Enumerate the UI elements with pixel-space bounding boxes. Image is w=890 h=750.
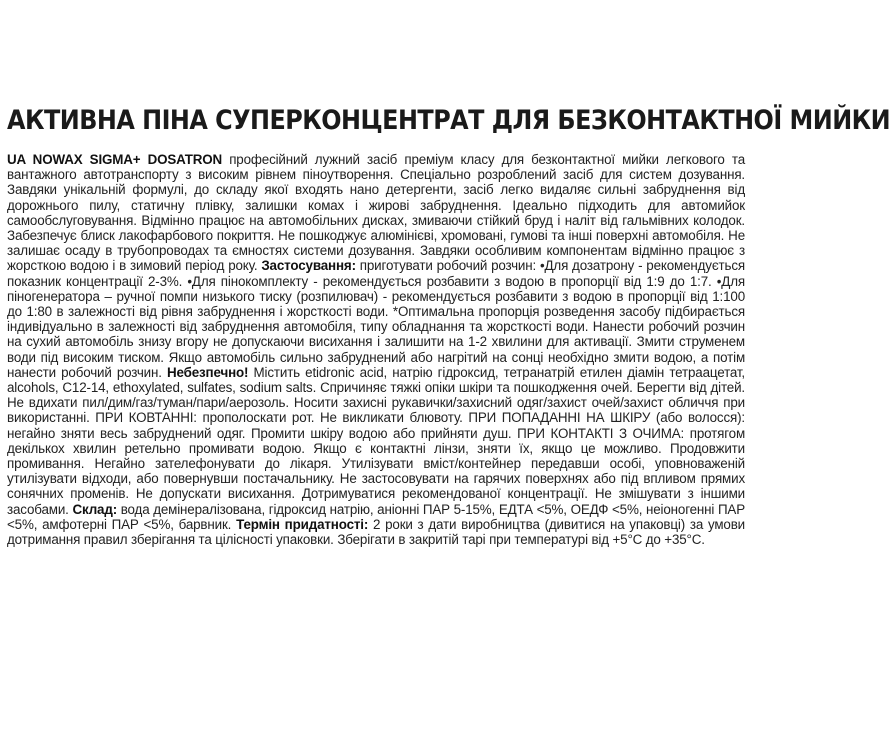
composition-label: Склад: (72, 501, 118, 517)
danger-label: Небезпечно! (166, 364, 249, 380)
shelf-life-text: 2 роки з дати виробництва (дивитися на упаковці) за умови дотримання правил зберігання та цілісності упаковки. Зберігати в закритій тарі при температурі від +5°C до +35°C. (7, 516, 745, 548)
composition-text: вода демінералізована, гідроксид натрію, аніонні ПАР 5-15%, ЕДТА <5%, ОЕДФ <5%, неіоногенні ПАР <5%, амфотерні ПАР <5%, барвник. (7, 501, 745, 532)
page-title: АКТИВНА ПІНА СУПЕРКОНЦЕНТРАТ ДЛЯ БЕЗКОНТАКТНОЇ МИЙКИ (7, 105, 890, 136)
product-description (7, 152, 745, 547)
shelf-life-label: Термін придатності: (236, 516, 369, 532)
description-text: професійний лужний засіб преміум класу для безконтактної мийки легкового та вантажного автотранспорту з високим рівнем піноутворення. Спеціально розроблений засіб для систем дозування. Завдяки унікальній формулі, до складу якої входять нано детергенти, засіб легко видаляє сильні забруднення від дорожнього пилу, статичну плівку, залишки комах і жирові забруднення. Ідеально підходить для автомийок самообслуговування. Відмінно працює на автомобільних дисках, змиваючи стійкий бруд і наліт від гальмівних колодок. Забезпечує блиск лакофарбового покриття. Не пошкоджує алюмінієві, хромовані, гумові та інші поверхні автомобіля. Не залишає осаду в трубопроводах та ємностях системи дозування. Завдяки особливим компонентам відмінно працює з жорсткою водою і в зимовий період року. (7, 152, 745, 274)
danger-text: Містить etidronic acid, натрію гідроксид, тетранатрій етилен діамін тетраацетат, alcohols, C12-14, ethoxylated, sulfates, sodium salts. Спричиняє тяжкі опіки шкіри та пошкодження очей. Берегти від дітей. Не вдихати пил/дим/газ/туман/пари/аерозоль. Носити захисні рукавички/захисний одяг/захист очей/захист обличчя при використанні. ПРИ КОВТАННІ: прополоскати рот. Не викликати блювоту. ПРИ ПОПАДАННІ НА ШКІРУ (або волосся): негайно зняти весь забруднений одяг. Промити шкіру водою або прийняти душ. ПРИ КОНТАКТІ З ОЧИМА: протягом декількох хвилин ретельно промивати водою. Якщо є контактні лінзи, зняти їх, якщо це можливо. Продовжити промивання. Негайно зателефонувати до лікаря. Утилізувати вміст/контейнер передавши особі, уповноваженій утилізувати відходи, або повернувши постачальнику. Не застосовувати на гарячих поверхнях або під впливом прямих сонячних променів. Не допускати висихання. Дотримуватися рекомендованої концентрації. Не змішувати з іншими засобами. (7, 364, 746, 517)
usage-text: приготувати робочий розчин: •Для дозатрону - рекомендується показник концентрації 2-3%. •Для пінокомплекту - рекомендується розбавити з водою в пропорції від 1:9 до 1:7. •Для піногенератора – ручної помпи низького тиску (розпилювач) - рекомендується розбавити з водою в пропорції від 1:100 до 1:80 в залежності від рівня забруднення і жорсткості води. *Оптимальна пропорція розведення засобу підбирається індивідуально в залежності від забруднення автомобіля, типу обладнання та жорсткості води. Нанести робочий розчин на сухий автомобіль знизу вгору не допускаючи висихання і залишити на 1-2 хвилини для активації. Змити струменем води під високим тиском. Якщо автомобіль сильно забруднений або нагрітий на сонці необхідно змити водою, а потім нанести робочий розчин. (7, 258, 745, 380)
product-name: UA NOWAX SIGMA+ DOSATRON (7, 152, 223, 167)
usage-label: Застосування: (261, 258, 356, 274)
